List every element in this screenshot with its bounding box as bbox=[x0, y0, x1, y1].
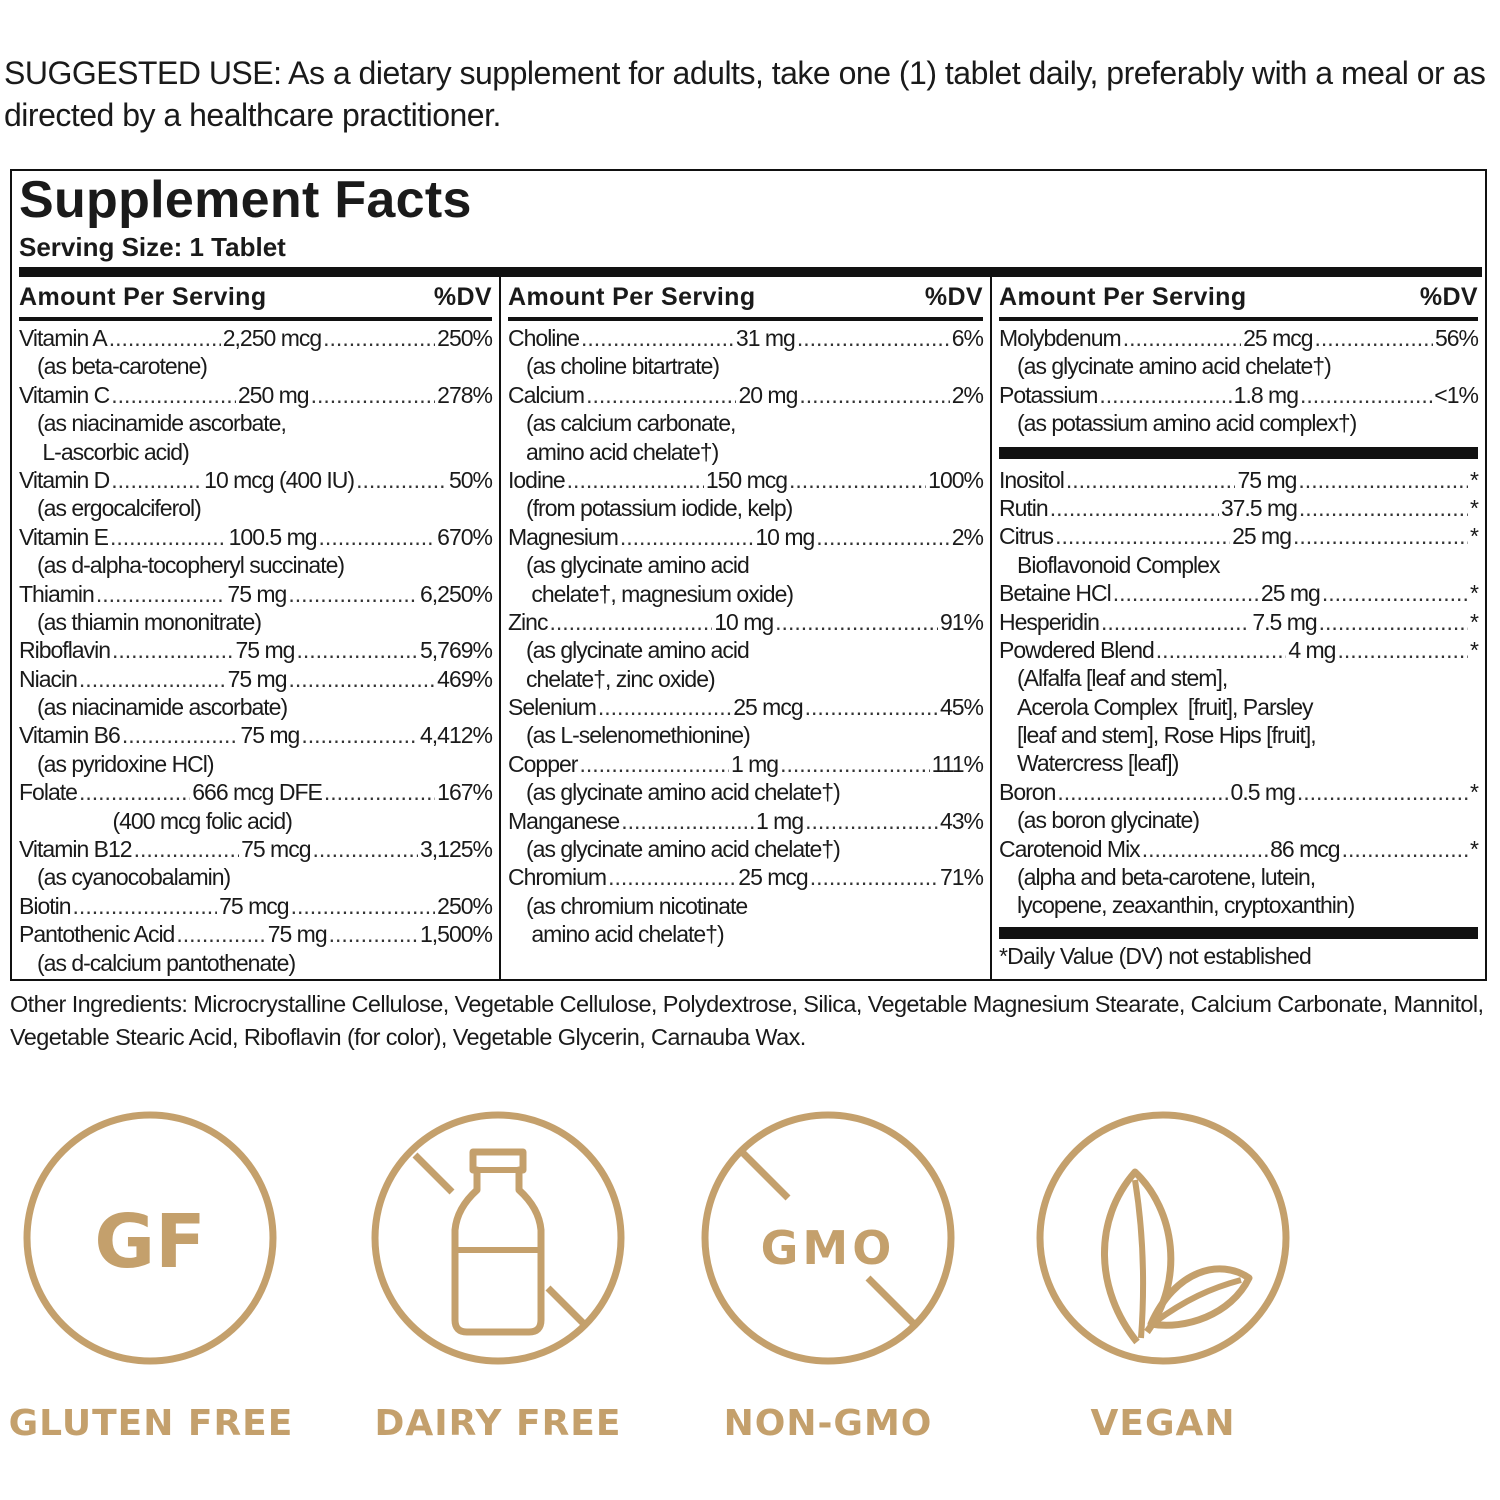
nutrient-source-note bbox=[19, 353, 492, 381]
dot-leader bbox=[96, 581, 226, 608]
nutrient-source-note bbox=[508, 666, 983, 694]
nutrient-amount: 75 mcg bbox=[241, 836, 311, 863]
dot-leader bbox=[1050, 495, 1219, 522]
nutrient-dv: 6,250% bbox=[419, 580, 492, 607]
amount-per-serving-header: Amount Per Serving bbox=[508, 282, 756, 311]
nutrient-dv: 4,412% bbox=[419, 722, 492, 749]
supplement-facts-panel bbox=[10, 169, 1487, 981]
nutrient-dv: * bbox=[1470, 523, 1478, 550]
nutrient-name: Manganese bbox=[508, 807, 620, 834]
nutrient-name: Boron bbox=[999, 778, 1056, 805]
nutrient-amount: 100.5 mg bbox=[228, 523, 317, 550]
nutrient-dv: * bbox=[1470, 778, 1478, 805]
nutrient-source-note bbox=[508, 439, 983, 467]
dot-leader bbox=[109, 325, 221, 352]
dv-header: %DV bbox=[1419, 282, 1478, 311]
dot-leader bbox=[111, 467, 202, 494]
nutrient-dv: * bbox=[1470, 580, 1478, 607]
nutrient-amount: 37.5 mg bbox=[1220, 494, 1297, 521]
dot-leader bbox=[1319, 609, 1468, 636]
nutrient-source-note bbox=[508, 637, 983, 665]
nutrient-amount: 25 mg bbox=[1260, 580, 1320, 607]
nutrient-source-note bbox=[19, 439, 492, 467]
source-text: [leaf and stem], Rose Hips [fruit], bbox=[1017, 722, 1316, 749]
nutrient-source-note bbox=[19, 495, 492, 523]
nutrient-name: Magnesium bbox=[508, 523, 618, 550]
column-header bbox=[999, 277, 1478, 321]
dairy-free-icon bbox=[370, 1110, 626, 1366]
nutrient-amount: 0.5 mg bbox=[1230, 778, 1295, 805]
nutrient-source-note bbox=[999, 864, 1478, 892]
dot-leader bbox=[549, 609, 712, 636]
dot-leader bbox=[313, 836, 418, 863]
source-text: (as d-alpha-tocopheryl succinate) bbox=[37, 552, 345, 579]
nutrient-row bbox=[508, 325, 983, 353]
nutrient-amount: 75 mg bbox=[227, 665, 287, 692]
nutrient-name: Vitamin B6 bbox=[19, 722, 120, 749]
nutrient-amount: 10 mg bbox=[714, 608, 774, 635]
nutrient-row bbox=[508, 382, 983, 410]
dot-leader bbox=[608, 864, 736, 891]
dot-leader bbox=[805, 694, 938, 721]
nutrient-row bbox=[19, 779, 492, 807]
nutrient-source-note bbox=[508, 893, 983, 921]
source-text: (Alfalfa [leaf and stem], bbox=[1017, 665, 1228, 692]
nutrient-source-note bbox=[508, 836, 983, 864]
vegan-leaf-icon bbox=[1035, 1110, 1291, 1366]
nutrient-row bbox=[19, 467, 492, 495]
dot-leader bbox=[291, 893, 436, 920]
nutrient-dv: 45% bbox=[939, 694, 983, 721]
source-text: (as glycinate amino acid bbox=[526, 637, 749, 664]
nutrient-row bbox=[19, 666, 492, 694]
nutrient-amount: 1.8 mg bbox=[1233, 381, 1298, 408]
nutrient-source-note bbox=[19, 552, 492, 580]
nutrient-name: Molybdenum bbox=[999, 325, 1121, 351]
nutrient-source-note bbox=[508, 581, 983, 609]
nutrient-amount: 1 mg bbox=[756, 807, 804, 834]
dot-leader bbox=[1142, 836, 1268, 863]
nutrient-dv: 469% bbox=[437, 665, 492, 692]
gluten-free-icon bbox=[22, 1110, 278, 1366]
dot-leader bbox=[1099, 382, 1231, 409]
vegan-label: VEGAN bbox=[1090, 1403, 1236, 1444]
source-text: L-ascorbic acid) bbox=[37, 438, 189, 465]
nutrient-row bbox=[999, 467, 1478, 495]
nutrient-name: Pantothenic Acid bbox=[19, 921, 175, 948]
source-text: (from potassium iodide, kelp) bbox=[526, 495, 793, 522]
source-text: (as thiamin mononitrate) bbox=[37, 608, 261, 635]
nutrient-source-note bbox=[999, 552, 1478, 580]
dot-leader bbox=[1066, 467, 1236, 494]
gmo-mark: GMO bbox=[760, 1221, 896, 1275]
source-text: (as glycinate amino acid chelate†) bbox=[526, 779, 840, 806]
dv-header: %DV bbox=[433, 282, 492, 311]
column-header bbox=[508, 277, 983, 321]
nutrient-source-note bbox=[19, 950, 492, 978]
nutrient-row bbox=[508, 864, 983, 892]
nutrient-row bbox=[19, 325, 492, 353]
dot-leader bbox=[79, 779, 190, 806]
source-text: (as d-calcium pantothenate) bbox=[37, 949, 296, 976]
nutrient-source-note bbox=[999, 892, 1478, 920]
nutrient-amount: 10 mcg (400 IU) bbox=[204, 466, 355, 493]
nutrient-name: Vitamin B12 bbox=[19, 836, 132, 863]
nutrient-dv: 3,125% bbox=[419, 836, 492, 863]
nutrient-row bbox=[999, 580, 1478, 608]
source-text: Watercress [leaf]) bbox=[1017, 750, 1179, 777]
nutrient-row bbox=[508, 467, 983, 495]
nutrient-row bbox=[19, 524, 492, 552]
nutrient-name: Vitamin A bbox=[19, 325, 107, 351]
dot-leader bbox=[805, 808, 938, 835]
dot-leader bbox=[289, 666, 436, 693]
serving-size: Serving Size: 1 Tablet bbox=[19, 232, 286, 262]
nutrient-amount: 666 mcg DFE bbox=[192, 779, 322, 806]
nutrient-source-note bbox=[508, 495, 983, 523]
dot-leader bbox=[598, 694, 731, 721]
nutrient-source-note bbox=[19, 410, 492, 438]
dot-leader bbox=[110, 524, 227, 551]
dot-leader bbox=[567, 467, 704, 494]
nutrient-dv: 167% bbox=[437, 779, 492, 806]
nutrient-name: Selenium bbox=[508, 694, 596, 721]
nutrient-row bbox=[19, 836, 492, 864]
nutrient-amount: 75 mg bbox=[227, 580, 287, 607]
nutrient-dv: * bbox=[1470, 608, 1478, 635]
dot-leader bbox=[799, 382, 949, 409]
nutrient-amount: 150 mcg bbox=[705, 466, 788, 493]
nutrient-amount: 31 mg bbox=[735, 325, 795, 351]
source-text: (as glycinate amino acid chelate†) bbox=[1017, 353, 1331, 380]
suggested-use-text: SUGGESTED USE: As a dietary supplement for adults, take one (1) tablet daily, preferably with a meal or as directed by a healthcare practitioner. bbox=[4, 55, 1486, 133]
dot-leader bbox=[586, 382, 736, 409]
nutrient-amount: 86 mcg bbox=[1270, 835, 1340, 862]
nutrient-dv: 71% bbox=[939, 864, 983, 891]
gluten-free-label: GLUTEN FREE bbox=[8, 1403, 294, 1444]
nutrient-name: Inositol bbox=[999, 466, 1064, 493]
dv-footnote: *Daily Value (DV) not established bbox=[999, 942, 1311, 969]
source-text: (as L-selenomethionine) bbox=[526, 722, 750, 749]
nutrient-source-note bbox=[999, 750, 1478, 778]
source-text: (as glycinate amino acid chelate†) bbox=[526, 836, 840, 863]
dot-leader bbox=[1055, 523, 1230, 550]
nutrient-name: Choline bbox=[508, 325, 579, 351]
dot-leader bbox=[1337, 637, 1468, 664]
other-nutrient-list bbox=[999, 467, 1478, 921]
source-text: (as chromium nicotinate bbox=[526, 892, 748, 919]
nutrient-name: Vitamin C bbox=[19, 381, 110, 408]
dot-leader bbox=[296, 637, 418, 664]
nutrient-name: Citrus bbox=[999, 523, 1054, 550]
nutrient-row bbox=[19, 921, 492, 949]
nutrient-source-note bbox=[508, 353, 983, 381]
nutrient-amount: 25 mg bbox=[1232, 523, 1292, 550]
nutrient-dv: <1% bbox=[1434, 381, 1478, 408]
nutrient-name: Iodine bbox=[508, 466, 565, 493]
nutrient-name: Riboflavin bbox=[19, 637, 110, 664]
nutrient-dv: 111% bbox=[931, 750, 983, 777]
nutrient-amount: 7.5 mg bbox=[1252, 608, 1317, 635]
amount-per-serving-header: Amount Per Serving bbox=[19, 282, 267, 311]
dot-leader bbox=[1315, 325, 1433, 352]
dot-leader bbox=[288, 581, 418, 608]
nutrient-row bbox=[19, 722, 492, 750]
nutrient-row bbox=[19, 893, 492, 921]
nutrient-source-note bbox=[19, 864, 492, 892]
nutrient-row bbox=[999, 836, 1478, 864]
nutrient-dv: * bbox=[1470, 636, 1478, 663]
nutrient-row bbox=[508, 524, 983, 552]
nutrient-dv: 2% bbox=[951, 381, 983, 408]
nutrient-row bbox=[999, 325, 1478, 353]
dot-leader bbox=[581, 325, 734, 352]
nutrient-name: Vitamin E bbox=[19, 523, 109, 550]
dot-leader bbox=[301, 722, 418, 749]
source-text: (as pyridoxine HCl) bbox=[37, 750, 214, 777]
dot-leader bbox=[1300, 382, 1432, 409]
source-text: (as cyanocobalamin) bbox=[37, 864, 231, 891]
nutrient-amount: 75 mcg bbox=[219, 892, 289, 919]
source-text: (400 mcg folic acid) bbox=[37, 807, 292, 834]
nutrient-name: Biotin bbox=[19, 892, 71, 919]
dot-leader bbox=[1057, 779, 1228, 806]
nutrient-dv: 6% bbox=[951, 325, 983, 351]
source-text: (as choline bitartrate) bbox=[526, 353, 720, 380]
dot-leader bbox=[579, 751, 729, 778]
nutrient-source-note bbox=[999, 694, 1478, 722]
nutrient-list bbox=[999, 325, 1478, 970]
source-text: chelate†, magnesium oxide) bbox=[526, 580, 794, 607]
nutrient-list bbox=[508, 325, 983, 950]
dairy-free-label: DAIRY FREE bbox=[374, 1403, 622, 1444]
facts-column-2 bbox=[499, 277, 990, 981]
nutrient-dv: 250% bbox=[437, 325, 492, 351]
non-gmo-icon bbox=[700, 1110, 956, 1366]
source-text: chelate†, zinc oxide) bbox=[526, 665, 715, 692]
nutrient-name: Rutin bbox=[999, 494, 1048, 521]
dot-leader bbox=[323, 325, 435, 352]
nutrient-row bbox=[508, 694, 983, 722]
source-text: (as ergocalciferol) bbox=[37, 495, 201, 522]
dot-leader bbox=[324, 779, 435, 806]
nutrient-name: Folate bbox=[19, 779, 77, 806]
dot-leader bbox=[1299, 495, 1468, 522]
nutrient-name: Vitamin D bbox=[19, 466, 110, 493]
nutrient-source-note bbox=[19, 694, 492, 722]
source-text: (as calcium carbonate, bbox=[526, 410, 736, 437]
dot-leader bbox=[1123, 325, 1241, 352]
dot-leader bbox=[816, 524, 949, 551]
gf-mark: GF bbox=[94, 1199, 206, 1285]
nutrient-dv: 56% bbox=[1434, 325, 1478, 351]
nutrient-row bbox=[508, 751, 983, 779]
nutrient-name: Potassium bbox=[999, 381, 1098, 408]
nutrient-source-note bbox=[508, 552, 983, 580]
other-ingredients-text: Other Ingredients: Microcrystalline Cellulose, Vegetable Cellulose, Polydextrose, Silica, Vegetable Magnesium Stearate, Calcium Carbonate, Mannitol, Vegetable Stearic Acid, Riboflavin (for color), Vegetable Glycerin, Carnauba Wax. bbox=[10, 991, 1484, 1050]
nutrient-dv: 5,769% bbox=[419, 637, 492, 664]
nutrient-amount: 25 mcg bbox=[738, 864, 808, 891]
nutrient-row bbox=[19, 382, 492, 410]
nutrient-name: Calcium bbox=[508, 381, 585, 408]
nutrient-dv: * bbox=[1470, 835, 1478, 862]
dot-leader bbox=[79, 666, 226, 693]
dot-leader bbox=[112, 637, 234, 664]
facts-column-3 bbox=[990, 277, 1485, 981]
nutrient-name: Zinc bbox=[508, 608, 548, 635]
source-text: (as boron glycinate) bbox=[1017, 807, 1199, 834]
source-text: amino acid chelate†) bbox=[526, 921, 724, 948]
nutrient-row bbox=[999, 523, 1478, 551]
source-text: (as potassium amino acid complex†) bbox=[1017, 410, 1357, 437]
nutrient-source-note bbox=[19, 808, 492, 836]
nutrient-dv: 100% bbox=[928, 466, 983, 493]
nutrient-source-note bbox=[999, 410, 1478, 438]
source-text: amino acid chelate†) bbox=[526, 438, 719, 465]
nutrient-name: Niacin bbox=[19, 665, 77, 692]
dot-leader bbox=[1298, 467, 1468, 494]
nutrient-name: Thiamin bbox=[19, 580, 94, 607]
nutrient-row bbox=[999, 609, 1478, 637]
dot-leader bbox=[1297, 779, 1468, 806]
nutrient-dv: 43% bbox=[939, 807, 983, 834]
nutrient-amount: 4 mg bbox=[1288, 636, 1336, 663]
nutrient-dv: 278% bbox=[437, 381, 492, 408]
dot-leader bbox=[111, 382, 236, 409]
section-divider bbox=[999, 447, 1478, 459]
nutrient-amount: 75 mg bbox=[235, 637, 295, 664]
nutrient-row bbox=[19, 637, 492, 665]
dot-leader bbox=[356, 467, 447, 494]
source-text: (as glycinate amino acid bbox=[526, 552, 749, 579]
mineral-list bbox=[999, 325, 1478, 439]
nutrient-source-note bbox=[19, 609, 492, 637]
dot-leader bbox=[775, 609, 938, 636]
nutrient-list bbox=[19, 325, 492, 978]
nutrient-row bbox=[508, 609, 983, 637]
header-divider bbox=[19, 267, 1482, 277]
nutrient-name: Carotenoid Mix bbox=[999, 835, 1140, 862]
dot-leader bbox=[789, 467, 926, 494]
dot-leader bbox=[797, 325, 950, 352]
dot-leader bbox=[1293, 523, 1468, 550]
nutrient-amount: 20 mg bbox=[738, 381, 798, 408]
nutrient-dv: 250% bbox=[437, 892, 492, 919]
dot-leader bbox=[1113, 580, 1259, 607]
nutrient-source-note bbox=[508, 779, 983, 807]
nutrient-amount: 75 mg bbox=[1237, 466, 1297, 493]
dot-leader bbox=[176, 921, 265, 948]
nutrient-name: Copper bbox=[508, 750, 578, 777]
nutrient-amount: 75 mg bbox=[240, 722, 300, 749]
dot-leader bbox=[1101, 609, 1250, 636]
nutrient-source-note bbox=[508, 921, 983, 949]
nutrient-name: Powdered Blend bbox=[999, 636, 1154, 663]
dot-leader bbox=[1342, 836, 1468, 863]
dot-leader bbox=[810, 864, 938, 891]
nutrient-dv: 1,500% bbox=[419, 921, 492, 948]
dot-leader bbox=[73, 893, 218, 920]
nutrient-name: Betaine HCl bbox=[999, 580, 1111, 607]
nutrient-name: Hesperidin bbox=[999, 608, 1099, 635]
nutrient-source-note bbox=[999, 722, 1478, 750]
dv-header: %DV bbox=[924, 282, 983, 311]
nutrient-amount: 2,250 mcg bbox=[222, 325, 322, 351]
nutrient-amount: 25 mcg bbox=[733, 694, 803, 721]
dot-leader bbox=[329, 921, 418, 948]
non-gmo-label: NON-GMO bbox=[723, 1403, 933, 1444]
source-text: (as niacinamide ascorbate, bbox=[37, 410, 286, 437]
nutrient-source-note bbox=[19, 751, 492, 779]
nutrient-row bbox=[19, 581, 492, 609]
nutrient-source-note bbox=[999, 665, 1478, 693]
nutrient-dv: 2% bbox=[951, 523, 983, 550]
dot-leader bbox=[311, 382, 436, 409]
section-divider bbox=[999, 927, 1478, 939]
column-header bbox=[19, 277, 492, 321]
nutrient-source-note bbox=[508, 410, 983, 438]
nutrient-amount: 250 mg bbox=[237, 381, 309, 408]
source-text: (as beta-carotene) bbox=[37, 353, 207, 380]
dot-leader bbox=[319, 524, 436, 551]
dot-leader bbox=[122, 722, 239, 749]
dot-leader bbox=[1156, 637, 1287, 664]
nutrient-amount: 25 mcg bbox=[1243, 325, 1313, 351]
facts-column-1 bbox=[12, 277, 499, 981]
nutrient-row bbox=[999, 779, 1478, 807]
nutrient-name: Chromium bbox=[508, 864, 607, 891]
dot-leader bbox=[134, 836, 239, 863]
source-text: lycopene, zeaxanthin, cryptoxanthin) bbox=[1017, 892, 1355, 919]
facts-title: Supplement Facts bbox=[19, 171, 472, 229]
dot-leader bbox=[620, 524, 753, 551]
nutrient-row bbox=[999, 382, 1478, 410]
nutrient-dv: * bbox=[1470, 494, 1478, 521]
source-text: (alpha and beta-carotene, lutein, bbox=[1017, 864, 1316, 891]
nutrient-amount: 1 mg bbox=[730, 750, 779, 777]
nutrient-row bbox=[999, 637, 1478, 665]
nutrient-row bbox=[508, 808, 983, 836]
nutrient-dv: 670% bbox=[437, 523, 492, 550]
nutrient-amount: 10 mg bbox=[755, 523, 815, 550]
source-text: (as niacinamide ascorbate) bbox=[37, 694, 288, 721]
nutrient-source-note bbox=[999, 353, 1478, 381]
source-text: Bioflavonoid Complex bbox=[1017, 551, 1220, 578]
nutrient-dv: 50% bbox=[448, 466, 492, 493]
amount-per-serving-header: Amount Per Serving bbox=[999, 282, 1247, 311]
nutrient-dv: 91% bbox=[939, 608, 983, 635]
nutrient-amount: 75 mg bbox=[267, 921, 327, 948]
source-text: Acerola Complex [fruit], Parsley bbox=[1017, 693, 1313, 720]
nutrient-row bbox=[999, 495, 1478, 523]
nutrient-dv: * bbox=[1470, 466, 1478, 493]
nutrient-source-note bbox=[999, 807, 1478, 835]
dot-leader bbox=[780, 751, 930, 778]
nutrient-source-note bbox=[508, 722, 983, 750]
dot-leader bbox=[1322, 580, 1468, 607]
dot-leader bbox=[621, 808, 754, 835]
